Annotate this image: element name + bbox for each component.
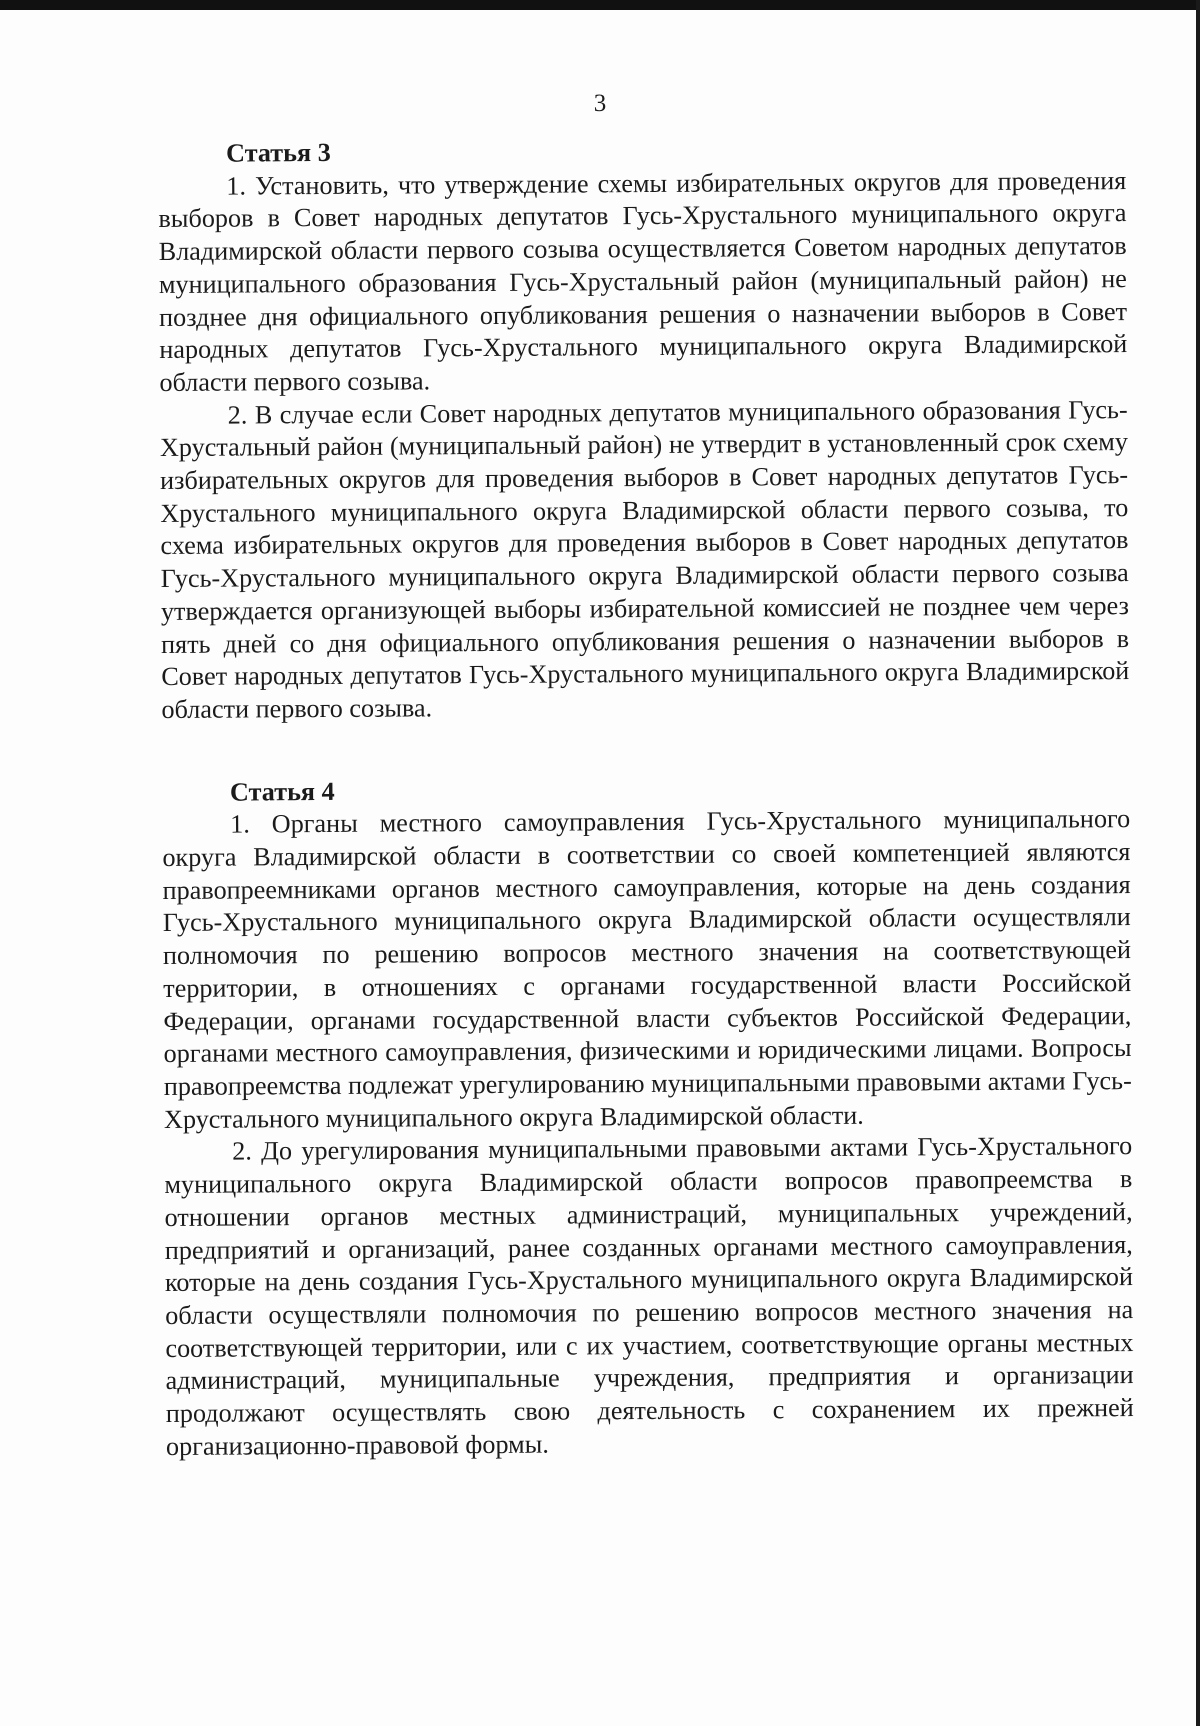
article-paragraph: 1. Установить, что утверждение схемы избирательных округов для проведения выборов в Совет народных депутатов Гусь-Хрустального муниципального округа Владимирской области первого созыва осуществляется Советом народных депутатов муниципального образования Гусь-Хрустальный район (муниципальный район) не позднее дня официального опубликования решения о назначении выборов в Совет народных депутатов Гусь-Хрустального муниципального округа Владимирской области первого созыва. — [158, 165, 1128, 397]
section-spacer — [162, 721, 1130, 777]
scan-top-edge — [0, 0, 1200, 10]
article-paragraph: 2. В случае если Совет народных депутатов муниципального образования Гусь-Хрустальный район (муниципальный район) не утвердит в установленный срок схему избирательных округов для проведения выборов в Совет народных депутатов Гусь-Хрустального муниципального округа Владимирской области первого созыва, то схема избирательных округов для проведения выборов в Совет народных депутатов Гусь-Хрустального муниципального округа Владимирской области первого созыва утверждается организующей выборы избирательной комиссией не позднее чем через пять дней со дня официального опубликования решения о назначении выборов в Совет народных депутатов Гусь-Хрустального муниципального округа Владимирской области первого созыва. — [159, 394, 1130, 724]
scan-right-edge — [1196, 0, 1200, 1726]
article-paragraph: 1. Органы местного самоуправления Гусь-Хрустального муниципального округа Владимирской области в соответствии со своей компетенцией являются правопреемниками органов местного самоуправления, которые на день создания Гусь-Хрустального муниципального округа Владимирской области осуществляли полномочия по решению вопросов местного значения на соответствующей территории, в отношениях с органами государственной власти Российской Федерации, органами государственной власти субъектов Российской Федерации, органами местного самоуправления, физическими и юридическими лицами. Вопросы правопреемства подлежат урегулированию муниципальными правовыми актами Гусь-Хрустального муниципального округа Владимирской области. — [162, 804, 1132, 1134]
article-paragraph: 2. До урегулирования муниципальными правовыми актами Гусь-Хрустального муниципального округа Владимирской области вопросов правопреемства в отношении органов местных администраций, муниципальных учреждений, предприятий и организаций, ранее созданных органами местного самоуправления, которые на день создания Гусь-Хрустального муниципального округа Владимирской области осуществляли полномочия по решению вопросов местного значения на соответствующей территории, или с их участием, соответствующие органы местных администраций, муниципальные учреждения, предприятия и организации продолжают осуществлять свою деятельность с сохранением их прежней организационно-правовой формы. — [164, 1131, 1134, 1461]
article-4 — [162, 771, 1134, 1464]
article-heading: Статья 4 — [229, 776, 335, 807]
page-number: 3 — [593, 90, 607, 117]
document-body — [158, 132, 1134, 1463]
article-heading: Статья 3 — [226, 137, 331, 168]
article-3 — [158, 132, 1130, 727]
